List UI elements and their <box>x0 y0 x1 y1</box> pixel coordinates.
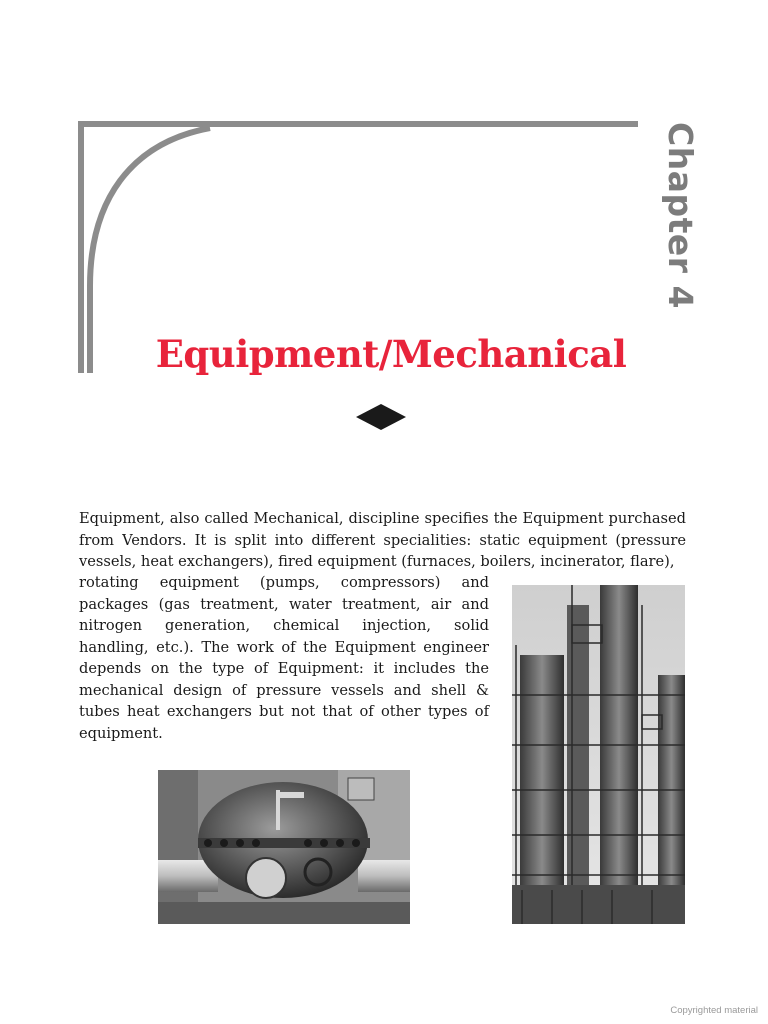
chapter-title: Equipment/Mechanical <box>155 332 627 376</box>
chapter-number-label <box>648 122 700 309</box>
photo-process-columns <box>512 585 685 924</box>
diamond-ornament-icon <box>356 404 406 430</box>
body-paragraph-continued: rotating equipment (pumps, compressors) and packages (gas treatment, water treatment, air and nitrogen generation, chemical injection, solid handling, etc.). The work of the Equipment engineer depends on the type of Equipment: it includes the mechanical design of pressure vessels and shell & tubes heat exchangers but not that of other types of equipment. <box>79 574 489 742</box>
body-paragraph-intro: Equipment, also called Mechanical, discipline specifies the Equipment purchased from Vendors. It is split into different specialities: static equipment (pressure vessels, heat exchangers), fired equipment (furnaces, boilers, incinerator, flare), <box>79 510 686 570</box>
photo-pump-casing <box>158 770 410 924</box>
chapter-number-text: Chapter 4 <box>661 122 700 309</box>
copyright-notice: Copyrighted material <box>670 1005 758 1016</box>
